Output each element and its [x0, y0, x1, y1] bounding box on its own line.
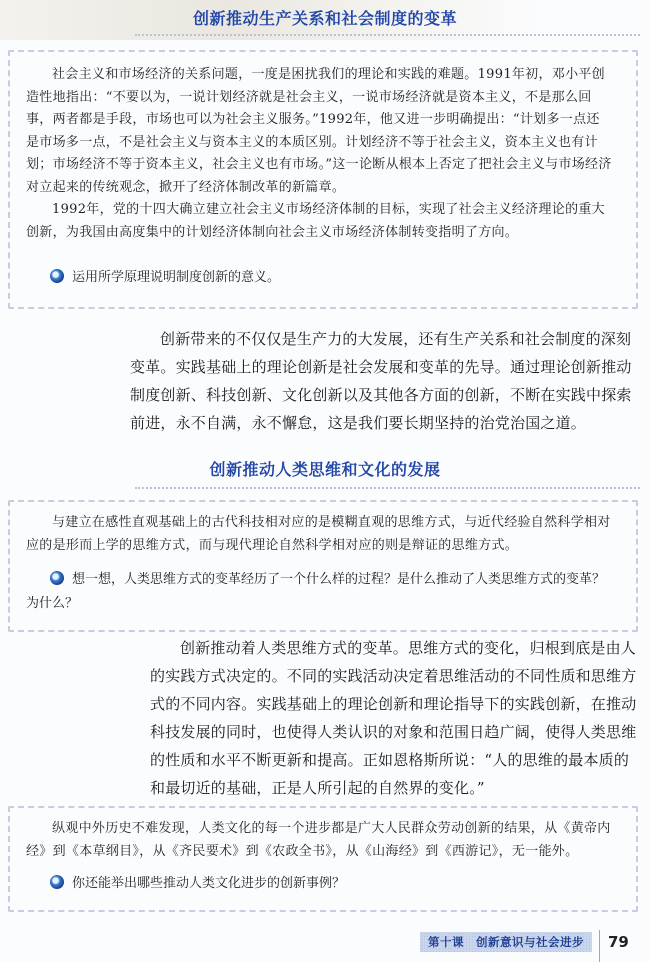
lesson-label: 第十课 创新意识与社会进步 [420, 932, 592, 952]
title-dotted-rule [135, 487, 640, 489]
case-box-thinking-modes-text [26, 512, 616, 557]
question-bullet-icon [50, 571, 64, 585]
title-dotted-rule [135, 34, 640, 36]
question-text: 想一想，人类思维方式的变革经历了一个什么样的过程？是什么推动了人类思维方式的变革？为什么？ [26, 572, 606, 611]
body-paragraph: 创新推动着人类思维方式的变革。思维方式的变化，归根到底是由人的实践方式决定的。不同的实践活动决定着思维活动的不同性质和思维方式的不同内容。实践基础上的理论创新和理论指导下的实践创新，在推动科技发展的同时，也使得人类认识的对象和范围日趋广阔，使得人类思维的性质和水平不断更新和提高。正如恩格斯所说：“人的思维的最本质的和最切近的基础，正是人所引起的自然界的变化。” [150, 639, 637, 797]
question-bullet-icon [50, 269, 64, 283]
question-thinking-change [26, 568, 616, 616]
body-text-institutions [130, 325, 638, 437]
question-text: 你还能举出哪些推动人类文化进步的创新事例？ [72, 876, 346, 891]
case-paragraph: 与建立在感性直观基础上的古代科技相对应的是模糊直观的思维方式，与近代经验自然科学相对应的是形而上学的思维方式，而与现代理论自然科学相对应的则是辩证的思维方式。 [26, 515, 611, 553]
section-title-institutions: 创新推动生产关系和社会制度的变革 [192, 9, 457, 28]
question-bullet-icon [50, 875, 64, 889]
footer-divider [599, 930, 600, 962]
case-box-culture-text [26, 818, 616, 863]
question-institutional-innovation [50, 266, 610, 290]
question-text: 运用所学原理说明制度创新的意义。 [72, 270, 281, 285]
question-culture-examples [50, 872, 610, 896]
body-paragraph: 创新带来的不仅仅是生产力的大发展，还有生产关系和社会制度的深刻变革。实践基础上的理论创新是社会发展和变革的先导。通过理论创新推动制度创新、科技创新、文化创新以及其他各方面的创新，不断在实践中探索前进，永不自满，永不懈怠，这是我们要长期坚持的治党治国之道。 [130, 330, 632, 432]
page-number: 79 [608, 933, 629, 951]
case-paragraph: 社会主义和市场经济的关系问题，一度是困扰我们的理论和实践的难题。1991年初，邓小平创造性地指出：“不要以为，一说计划经济就是社会主义，一说市场经济就是资本主义，不是那么回事，两者都是手段，市场也可以为社会主义服务。”1992年，他又进一步明确提出：“计划多一点还是市场多一点，不是社会主义与资本主义的本质区别。计划经济不等于社会主义，资本主义也有计划；市场经济不等于资本主义，社会主义也有市场。”这一论断从根本上否定了把社会主义与市场经济对立起来的传统观念，掀开了经济体制改革的新篇章。 [26, 67, 612, 195]
case-box-market-economy-text [26, 64, 612, 244]
section-title-thinking-culture: 创新推动人类思维和文化的发展 [209, 460, 441, 479]
case-paragraph: 1992年，党的十四大确立建立社会主义市场经济体制的目标，实现了社会主义经济理论的重大创新，为我国由高度集中的计划经济体制向社会主义市场经济体制转变指明了方向。 [26, 202, 605, 240]
case-paragraph: 纵观中外历史不难发现，人类文化的每一个进步都是广大人民群众劳动创新的结果，从《黄帝内经》到《本草纲目》，从《齐民要术》到《农政全书》，从《山海经》到《西游记》，无一能外。 [26, 821, 611, 859]
body-text-thinking [150, 634, 638, 802]
